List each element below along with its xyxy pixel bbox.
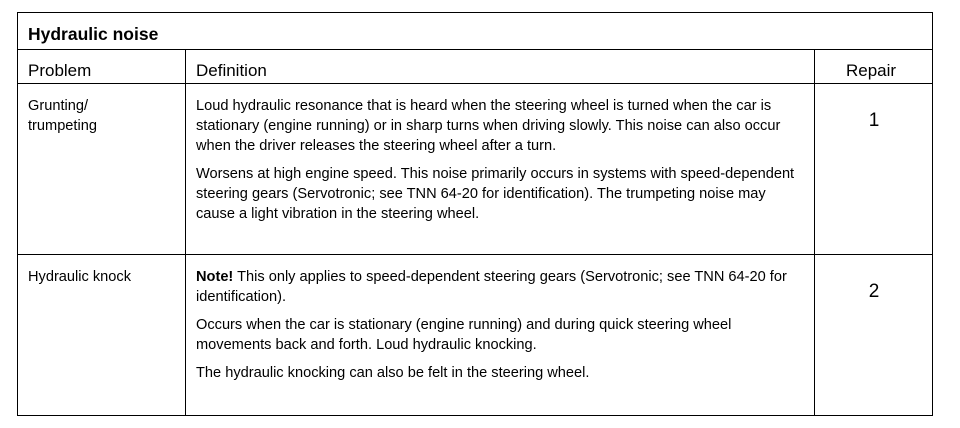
row-2-definition xyxy=(196,267,802,391)
row-divider xyxy=(18,254,932,255)
column-divider-2 xyxy=(814,49,815,415)
header-divider xyxy=(18,83,932,84)
row-2-paragraph-2: The hydraulic knocking can also be felt in the steering wheel. xyxy=(196,365,590,381)
row-1-problem xyxy=(28,96,178,136)
column-divider-1 xyxy=(185,49,186,415)
header-definition: Definition xyxy=(196,61,267,80)
row-1-definition xyxy=(196,96,802,232)
header-problem: Problem xyxy=(28,61,92,80)
note-text: This only applies to speed-dependent steering gears (Servotronic; see TNN 64-20 for identification). xyxy=(196,269,787,305)
row-1-repair: 1 xyxy=(868,110,880,131)
row-2-repair: 2 xyxy=(868,281,880,302)
table-title: Hydraulic noise xyxy=(28,24,159,44)
row-2-paragraph-1: Occurs when the car is stationary (engine running) and during quick steering wheel movements back and forth. Loud hydraulic knocking. xyxy=(196,317,732,353)
row-1-problem-line-1: Grunting/ xyxy=(28,98,89,114)
row-1-problem-line-2: trumpeting xyxy=(28,118,97,134)
row-1-paragraph-1: Loud hydraulic resonance that is heard when the steering wheel is turned when the car is stationary (engine running) or in sharp turns when driving slowly. This noise can also occur when the driver releases the steering wheel after a turn. xyxy=(196,98,781,154)
row-2-problem: Hydraulic knock xyxy=(28,269,132,285)
row-2-note xyxy=(196,267,802,307)
note-label: Note! xyxy=(196,269,234,285)
header-repair: Repair xyxy=(846,61,897,80)
title-divider xyxy=(18,49,932,50)
hydraulic-noise-table xyxy=(17,12,933,416)
row-1-paragraph-2: Worsens at high engine speed. This noise primarily occurs in systems with speed-dependent steering gears (Servotronic; see TNN 64-20 for identification). The trumpeting noise may cause a light vibration in the steering wheel. xyxy=(196,166,795,222)
